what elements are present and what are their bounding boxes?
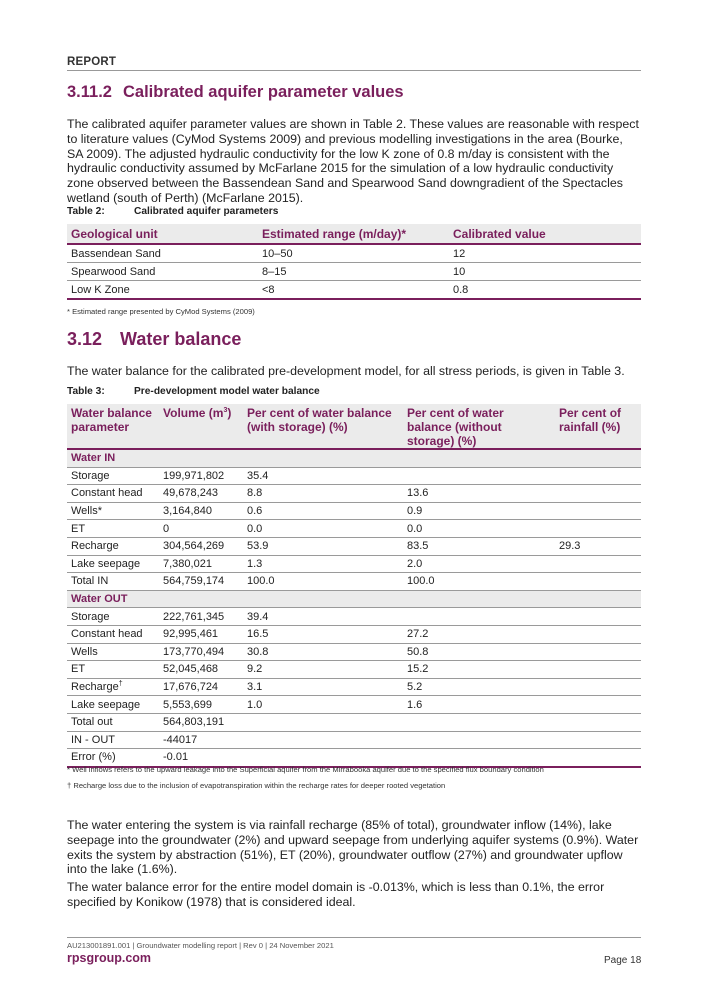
table-row bbox=[67, 678, 641, 696]
header-divider bbox=[67, 70, 641, 71]
table-cell bbox=[403, 608, 555, 626]
volume-header-text: Volume (m bbox=[163, 406, 224, 420]
table2-caption-label: Table 2: bbox=[67, 206, 105, 217]
table-cell: 1.6 bbox=[403, 696, 555, 714]
column-header: Per cent of rainfall (%) bbox=[555, 404, 641, 449]
section-paragraph: The calibrated aquifer parameter values are shown in Table 2. These values are reasonable with respect to literature values (CyMod Systems 2009) and previous modelling investigations in the area (Bourke, SA 2009). The adjusted hydraulic conductivity for the low K zone of 0.8 m/day is consistent with the hydraulic conductivity assumed by McFarlane 2015 for the simulation of a low hydraulic conductivity zone observed between the Bassendean Sand and Spearwood Sand downgradient of the Spectacles wetland (south of Perth) (McFarlane 2015). bbox=[67, 117, 639, 205]
table-cell bbox=[403, 467, 555, 485]
table-row bbox=[67, 608, 641, 626]
table-cell: 30.8 bbox=[243, 643, 403, 661]
table-cell bbox=[555, 643, 641, 661]
table-row bbox=[67, 263, 641, 281]
table-cell: Wells* bbox=[67, 502, 159, 520]
table-cell: 173,770,494 bbox=[159, 643, 243, 661]
table-cell bbox=[243, 713, 403, 731]
table-cell: 564,803,191 bbox=[159, 713, 243, 731]
table-cell: Lake seepage bbox=[67, 696, 159, 714]
table-cell bbox=[555, 731, 641, 749]
table-cell: 50.8 bbox=[403, 643, 555, 661]
table-cell: 222,761,345 bbox=[159, 608, 243, 626]
table-cell bbox=[403, 749, 555, 767]
table-cell: Error (%) bbox=[67, 749, 159, 767]
footer-brand-link[interactable]: rpsgroup.com bbox=[67, 951, 152, 965]
table-cell: 17,676,724 bbox=[159, 678, 243, 696]
table-cell: 100.0 bbox=[243, 573, 403, 591]
table-cell bbox=[555, 678, 641, 696]
table-cell: -44017 bbox=[159, 731, 243, 749]
table-cell: 100.0 bbox=[403, 573, 555, 591]
table-row bbox=[67, 281, 641, 300]
table-cell: 9.2 bbox=[243, 661, 403, 679]
table-cell: Spearwood Sand bbox=[67, 263, 258, 281]
table-cell: <8 bbox=[258, 281, 449, 300]
table-row bbox=[67, 244, 641, 263]
error-paragraph: The water balance error for the entire model domain is -0.013%, which is less than 0.1%, the error specified by Konikow (1978) that is considered ideal. bbox=[67, 880, 605, 909]
table-cell: 3.1 bbox=[243, 678, 403, 696]
table-cell: 5.2 bbox=[403, 678, 555, 696]
table-cell: 1.3 bbox=[243, 555, 403, 573]
column-header: Estimated range (m/day)* bbox=[258, 224, 449, 244]
table-cell bbox=[555, 661, 641, 679]
table-cell bbox=[243, 749, 403, 767]
table-cell bbox=[555, 573, 641, 591]
table-row bbox=[67, 485, 641, 503]
table-row bbox=[67, 696, 641, 714]
table-cell: 49,678,243 bbox=[159, 485, 243, 503]
table-cell bbox=[555, 625, 641, 643]
table-cell: 0.8 bbox=[449, 281, 641, 300]
table-cell: 0.9 bbox=[403, 502, 555, 520]
table-cell bbox=[555, 713, 641, 731]
table-cell bbox=[555, 696, 641, 714]
table2-caption bbox=[67, 206, 278, 217]
table-cell: 0.6 bbox=[243, 502, 403, 520]
table-cell: 13.6 bbox=[403, 485, 555, 503]
volume-header-end: ) bbox=[227, 406, 232, 420]
table-cell: 10–50 bbox=[258, 244, 449, 263]
table2-footnote: * Estimated range presented by CyMod Systems (2009) bbox=[67, 307, 255, 316]
table-row bbox=[67, 625, 641, 643]
group-row-water-out bbox=[67, 590, 641, 608]
table-cell: 8.8 bbox=[243, 485, 403, 503]
table-cell: Constant head bbox=[67, 485, 159, 503]
table3-caption-text: Pre-development model water balance bbox=[134, 386, 320, 397]
section-title: Calibrated aquifer parameter values bbox=[123, 83, 404, 101]
table-cell: 199,971,802 bbox=[159, 467, 243, 485]
table-row bbox=[67, 749, 641, 767]
table-cell: 10 bbox=[449, 263, 641, 281]
calibrated-parameters-table bbox=[67, 224, 641, 300]
table-cell: 5,553,699 bbox=[159, 696, 243, 714]
table-cell bbox=[555, 608, 641, 626]
table-cell bbox=[243, 731, 403, 749]
table-cell: 27.2 bbox=[403, 625, 555, 643]
table3-footnote-wells: * Well inflows refers to the upward leakage into the Superficial aquifer from the Mirrabooka aquifer due to the specified flux boundary condition bbox=[67, 765, 544, 774]
table-cell: Storage bbox=[67, 608, 159, 626]
water-balance-table bbox=[67, 404, 641, 768]
page-number: Page 18 bbox=[604, 955, 642, 966]
table3-footnote-recharge: † Recharge loss due to the inclusion of evapotranspiration within the recharge rates for deeper rooted vegetation bbox=[67, 781, 446, 790]
column-header: Calibrated value bbox=[449, 224, 641, 244]
table-row bbox=[67, 713, 641, 731]
section-title: Water balance bbox=[120, 329, 242, 349]
table-cell bbox=[555, 502, 641, 520]
table-cell: 3,164,840 bbox=[159, 502, 243, 520]
table-cell: 35.4 bbox=[243, 467, 403, 485]
column-header: Water balance parameter bbox=[67, 404, 159, 449]
footer-divider bbox=[67, 937, 641, 938]
table-cell: 0.0 bbox=[243, 520, 403, 538]
table-cell: Recharge† bbox=[67, 678, 159, 696]
footer-document-info: AU213001891.001 | Groundwater modelling report | Rev 0 | 24 November 2021 bbox=[67, 941, 334, 950]
table-row bbox=[67, 502, 641, 520]
table-cell: Storage bbox=[67, 467, 159, 485]
section-intro: The water balance for the calibrated pre-development model, for all stress periods, is given in Table 3. bbox=[67, 364, 625, 378]
table-cell: Total out bbox=[67, 713, 159, 731]
table-cell: 15.2 bbox=[403, 661, 555, 679]
volume-header-superscript: 3 bbox=[223, 407, 228, 414]
table-cell bbox=[555, 555, 641, 573]
table-cell bbox=[403, 731, 555, 749]
table-cell: 39.4 bbox=[243, 608, 403, 626]
table-row bbox=[67, 661, 641, 679]
table-cell: ET bbox=[67, 520, 159, 538]
table-row bbox=[67, 731, 641, 749]
table-cell bbox=[555, 467, 641, 485]
table-cell: 53.9 bbox=[243, 537, 403, 555]
table-row bbox=[67, 643, 641, 661]
table3-caption bbox=[67, 386, 320, 397]
table-cell: Total IN bbox=[67, 573, 159, 591]
section-number: 3.11.2 bbox=[67, 83, 112, 101]
table-cell: Lake seepage bbox=[67, 555, 159, 573]
table-cell bbox=[555, 749, 641, 767]
table-row bbox=[67, 467, 641, 485]
dagger-mark: † bbox=[118, 680, 123, 688]
water-balance-paragraph: The water entering the system is via rainfall recharge (85% of total), groundwater inflow (14%), lake seepage into the groundwater (2%) and upward seepage from underlying aquifer systems (0.9%). Water exits the system by abstraction (51%), ET (20%), groundwater outflow (27%) and groundwater upflow into the lake (1.6%). bbox=[67, 818, 639, 877]
table-cell: IN - OUT bbox=[67, 731, 159, 749]
table-cell: 12 bbox=[449, 244, 641, 263]
group-label: Water OUT bbox=[67, 590, 641, 608]
table-cell: 83.5 bbox=[403, 537, 555, 555]
table3-caption-label: Table 3: bbox=[67, 386, 105, 397]
column-header bbox=[159, 404, 243, 449]
report-label: REPORT bbox=[67, 56, 117, 68]
table-cell: Recharge bbox=[67, 537, 159, 555]
table-cell bbox=[555, 520, 641, 538]
table-cell: 92,995,461 bbox=[159, 625, 243, 643]
table-row bbox=[67, 520, 641, 538]
table-cell: 304,564,269 bbox=[159, 537, 243, 555]
table-cell: ET bbox=[67, 661, 159, 679]
table-cell: Wells bbox=[67, 643, 159, 661]
table-cell: 29.3 bbox=[555, 537, 641, 555]
table-cell: 8–15 bbox=[258, 263, 449, 281]
table-cell: Constant head bbox=[67, 625, 159, 643]
column-header: Per cent of water balance (with storage) (%) bbox=[243, 404, 403, 449]
group-label: Water IN bbox=[67, 449, 641, 467]
table-cell: 16.5 bbox=[243, 625, 403, 643]
table-cell: 0 bbox=[159, 520, 243, 538]
column-header: Per cent of water balance (without storage) (%) bbox=[403, 404, 555, 449]
table-cell: 52,045,468 bbox=[159, 661, 243, 679]
table-cell: -0.01 bbox=[159, 749, 243, 767]
table-cell: 7,380,021 bbox=[159, 555, 243, 573]
table-cell bbox=[555, 485, 641, 503]
table-cell: 2.0 bbox=[403, 555, 555, 573]
table-cell: Bassendean Sand bbox=[67, 244, 258, 263]
table2-caption-text: Calibrated aquifer parameters bbox=[134, 206, 279, 217]
table-row bbox=[67, 537, 641, 555]
section-heading-3-11-2 bbox=[67, 83, 404, 102]
table-row bbox=[67, 573, 641, 591]
table-cell: 0.0 bbox=[403, 520, 555, 538]
group-row-water-in bbox=[67, 449, 641, 467]
table-cell: 564,759,174 bbox=[159, 573, 243, 591]
table-row bbox=[67, 555, 641, 573]
table-cell bbox=[403, 713, 555, 731]
section-number: 3.12 bbox=[67, 329, 103, 349]
table-cell: Low K Zone bbox=[67, 281, 258, 300]
section-heading-3-12 bbox=[67, 329, 241, 350]
table-cell: 1.0 bbox=[243, 696, 403, 714]
column-header: Geological unit bbox=[67, 224, 258, 244]
